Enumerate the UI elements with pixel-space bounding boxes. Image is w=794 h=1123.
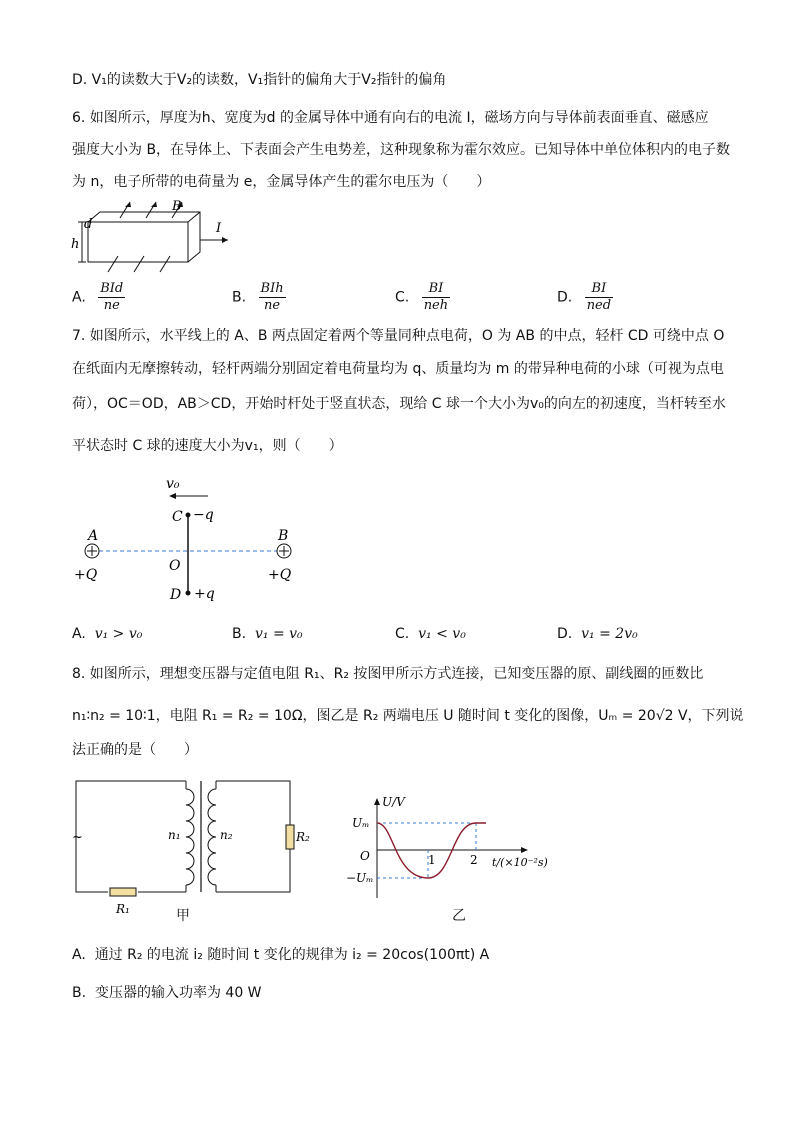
q7-option-c[interactable]: C. v₁ < v₀ [395,626,466,642]
label-n1: n₁ [168,828,181,842]
label-c: C [172,509,183,525]
transformer-circuit-figure [70,775,310,925]
label-neg-um: −Uₘ [346,871,374,885]
q7-option-d[interactable]: D. v₁ = 2v₀ [557,626,638,642]
q8-option-b[interactable]: B. 变压器的输入功率为 40 W [72,985,262,1001]
q7-line-4: 平状态时 C 球的速度大小为v₁，则（ ） [72,438,343,454]
conductor-depth-edges [88,212,200,262]
resistor-r2 [286,825,294,849]
label-i: I [216,221,222,236]
conductor-front-face [88,222,188,262]
q8-line-1: 8. 如图所示，理想变压器与定值电阻 R₁、R₂ 按图甲所示方式连接，已知变压器的原、副线圈的匝数比 [72,666,704,682]
fraction: $\frac{\text{BId}}{ne}$ [100,281,124,313]
q8-line-3: 法正确的是（ ） [72,742,198,758]
resistor-r1 [110,888,136,896]
label-d: d [84,217,93,232]
q7-line-3: 荷），OC＝OD，AB＞CD，开始时杆处于竖直状态，现给 C 球一个大小为v₀的向左的初速度，当杆转至水 [72,396,726,412]
q6-line-1: 6. 如图所示，厚度为h、宽度为d 的金属导体中通有向右的电流 I，磁场方向与导体前表面垂直、磁感应 [72,110,709,126]
label-d: D [170,587,182,603]
charge-a [85,544,99,558]
label-origin: O [360,849,370,863]
q6-option-d[interactable]: D. $\frac{BI}{\text{ned}}$ [557,281,612,313]
q7-option-b[interactable]: B. v₁ = v₀ [232,626,303,642]
label-b: B [278,528,289,544]
label-r2: R₂ [296,830,310,844]
caption-yi: 乙 [452,908,466,924]
tick-2: 2 [470,853,478,867]
label-b: B [172,199,182,214]
q6-line-3: 为 n，电子所带的电荷量为 e，金属导体产生的霍尔电压为（ ） [72,174,491,190]
prev-option-d: D. V₁的读数大于V₂的读数，V₁指针的偏角大于V₂指针的偏角 [72,72,447,88]
tick-1: 1 [428,853,436,867]
label-xlabel: t/(×10⁻²s) [492,856,548,869]
fraction: $\frac{BI}{\text{ned}}$ [586,281,612,313]
label-o: O [169,558,181,574]
ac-source-symbol: ~ [72,830,83,845]
q8-line-2: n₁∶n₂ = 10∶1，电阻 R₁ = R₂ = 10Ω，图乙是 R₂ 两端电压 U 随时间 t 变化的图像，Uₘ = 20√2 V，下列说 [72,708,744,724]
label-n2: n₂ [220,828,233,842]
caption-jia: 甲 [176,908,190,924]
primary-coil [186,789,194,885]
q6-option-c[interactable]: C. $\frac{BI}{\text{neh}}$ [395,281,449,313]
label-b-charge: +Q [268,567,292,583]
ball-c [186,513,191,518]
charges-rod-figure [72,468,312,608]
label-d-charge: +q [194,586,215,602]
label-ylabel: U/V [382,795,405,809]
hall-effect-figure [68,196,238,276]
fraction: $\frac{BI}{\text{neh}}$ [423,281,449,313]
q7-line-2: 在纸面内无摩擦转动，轻杆两端分别固定着电荷量均为 q、质量均为 m 的带异种电荷的小球（可视为点电 [72,361,724,377]
label-v0: v₀ [166,476,180,492]
label-a-charge: +Q [74,567,98,583]
q8-option-a[interactable]: A. 通过 R₂ 的电流 i₂ 随时间 t 变化的规律为 i₂ = 20cos(100πt) A [72,947,490,963]
fraction: $\frac{\text{BIh}}{ne}$ [260,281,284,313]
label-c-charge: −q [193,507,214,523]
voltage-time-graph [340,790,560,910]
q7-line-1: 7. 如图所示，水平线上的 A、B 两点固定着两个等量同种点电荷，O 为 AB 的中点，轻杆 CD 可绕中点 O [72,328,725,344]
secondary-coil [208,789,216,885]
label-r1: R₁ [116,902,130,916]
label-h: h [71,237,80,252]
q7-option-a[interactable]: A. v₁ > v₀ [72,626,143,642]
label-um: Uₘ [352,816,370,830]
q6-option-a[interactable]: A. $\frac{\text{BId}}{ne}$ [72,281,124,313]
label-a: A [88,528,99,544]
ball-d [186,591,191,596]
charge-b [277,544,291,558]
q6-line-2: 强度大小为 B，在导体上、下表面会产生电势差，这种现象称为霍尔效应。已知导体中单位体积内的电子数 [72,142,731,158]
q6-option-b[interactable]: B. $\frac{\text{BIh}}{ne}$ [232,281,284,313]
